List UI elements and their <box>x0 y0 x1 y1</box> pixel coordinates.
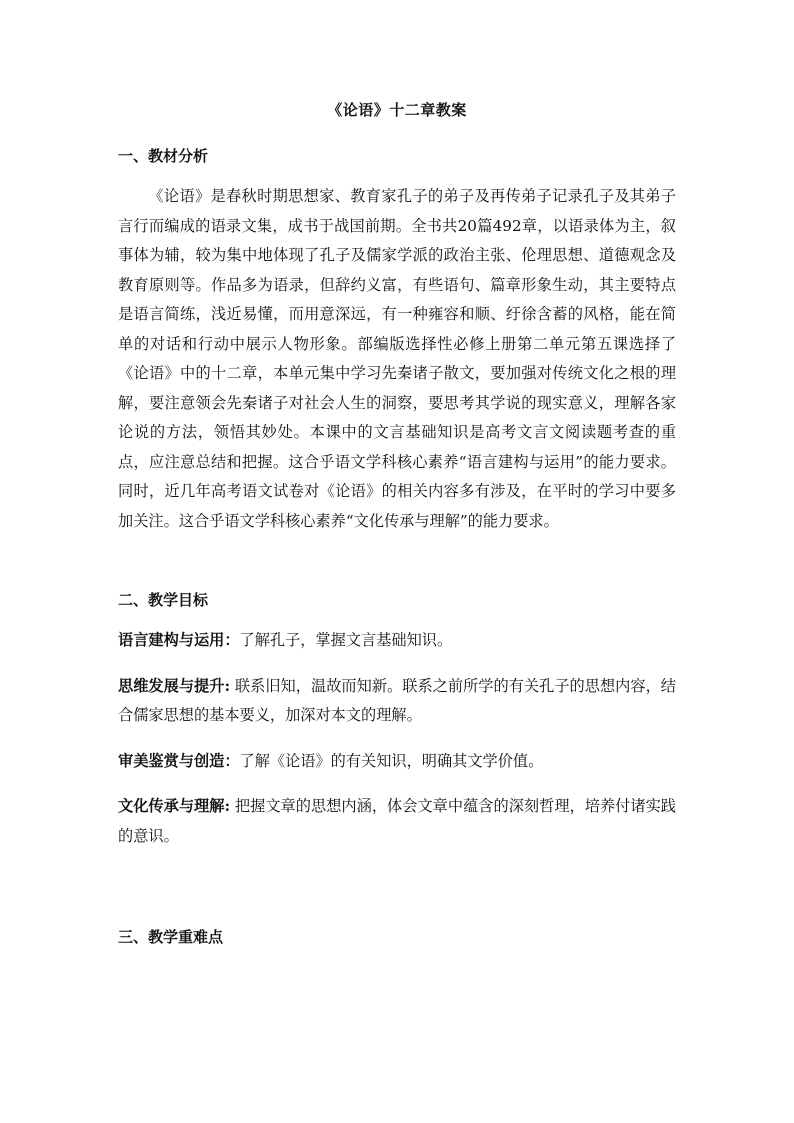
section-teaching-objectives <box>118 590 676 851</box>
objective-item <box>118 672 676 731</box>
section-textbook-analysis <box>118 146 676 536</box>
section-spacer <box>118 536 676 590</box>
section-spacer <box>118 867 676 927</box>
section-heading: 二、教学目标 <box>118 591 209 609</box>
document-title: 《论语》十二章教案 <box>327 101 467 119</box>
objective-label: 文化传承与理解: <box>118 797 231 815</box>
objective-label: 审美鉴赏与创造： <box>118 751 240 770</box>
section-heading: 三、教学重难点 <box>118 928 224 946</box>
objective-label: 思维发展与提升: <box>118 676 231 695</box>
objective-label: 语言建构与运用： <box>118 631 240 649</box>
objective-text: 了解《论语》的有关知识，明确其文学价值。 <box>239 751 544 770</box>
objective-item <box>118 747 676 777</box>
objective-text: 了解孔子，掌握文言基础知识。 <box>239 631 453 649</box>
section-heading: 一、教材分析 <box>118 147 209 165</box>
objective-item <box>118 626 676 656</box>
objective-item <box>118 792 676 851</box>
section-paragraph: 《论语》是春秋时期思想家、教育家孔子的弟子及再传弟子记录孔子及其弟子言行而编成的语录文集，成书于战国前期。全书共20篇492章，以语录体为主，叙事体为辅，较为集中地体现了孔子及儒家学派的政治主张、伦理思想、道德观念及教育原则等。作品多为语录，但辞约义富，有些语句、篇章形象生动，其主要特点是语言简练，浅近易懂，而用意深远，有一种雍容和顺、纡徐含蓄的风格，能在简单的对话和行动中展示人物形象。部编版选择性必修上册第二单元第五课选择了《论语》中的十二章，本单元集中学习先秦诸子散文，要加强对传统文化之根的理解，要注意领会先秦诸子对社会人生的洞察，要思考其学说的现实意义，理解各家论说的方法，领悟其妙处。本课中的文言基础知识是高考文言文阅读题考查的重点，应注意总结和把握。这合乎语文学科核心素养“语言建构与运用”的能力要求。同时，近几年高考语文试卷对《论语》的相关内容多有涉及，在平时的学习中要多加关注。这合乎语文学科核心素养“文化传承与理解”的能力要求。 <box>118 187 676 530</box>
section-key-difficulties <box>118 927 676 947</box>
objective-text: 把握文章的思想内涵，体会文章中蕴含的深刻哲理，培养付诸实践的意识。 <box>118 797 676 845</box>
objective-text: 联系旧知，温故而知新。联系之前所学的有关孔子的思想内容，结合儒家思想的基本要义，加深对本文的理解。 <box>118 676 676 724</box>
